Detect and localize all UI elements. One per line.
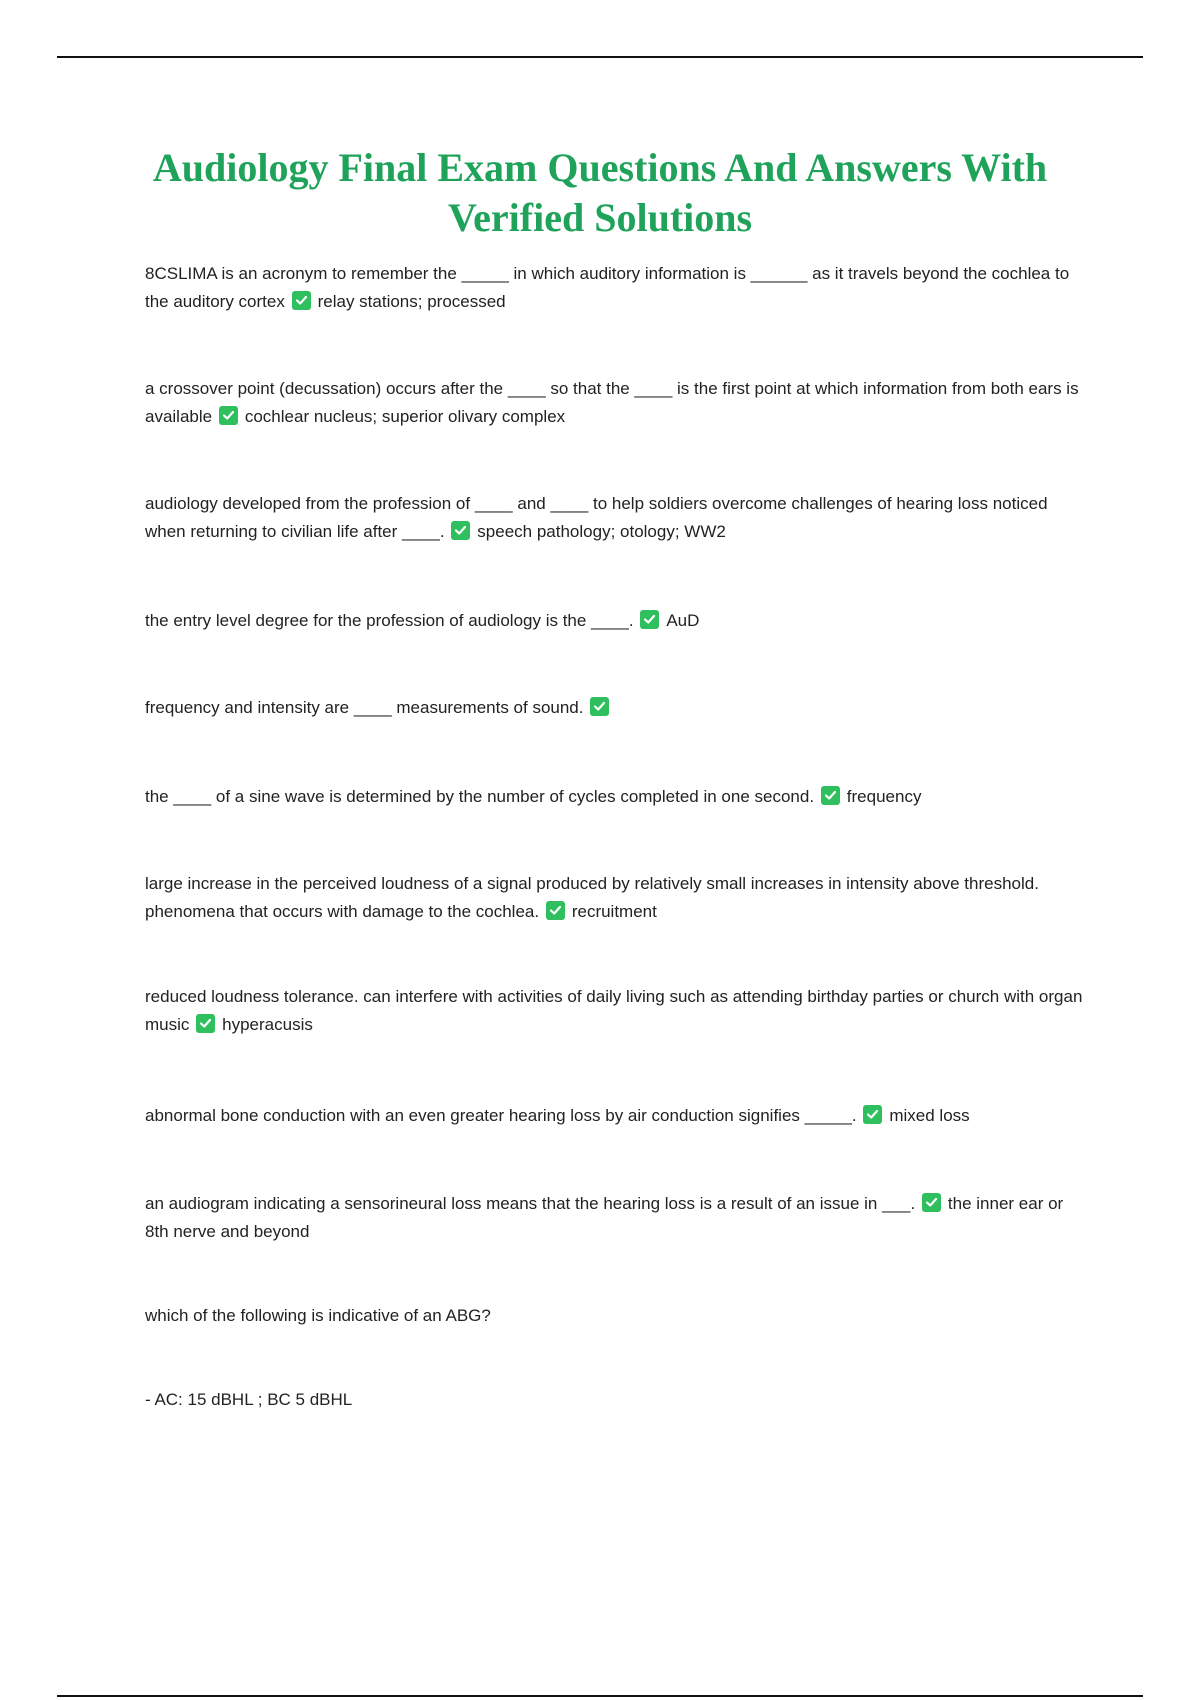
top-rule (57, 56, 1143, 58)
answer-text: AuD (666, 611, 700, 630)
qa-item-3 (145, 490, 1090, 546)
answer-text: hyperacusis (222, 1015, 313, 1034)
check-box-icon (546, 901, 565, 920)
question-text: an audiogram indicating a sensorineural loss means that the hearing loss is a result of an issue in ___. (145, 1194, 916, 1213)
question-text: audiology developed from the profession of ____ and ____ to help soldiers overcome challenges of hearing loss noticed when returning to civilian life after ____. (145, 494, 1048, 541)
check-box-icon (863, 1105, 882, 1124)
answer-text: speech pathology; otology; WW2 (477, 522, 726, 541)
qa-item-2 (145, 375, 1090, 431)
check-box-icon (590, 697, 609, 716)
check-box-icon (451, 521, 470, 540)
answer-text: frequency (846, 787, 922, 806)
qa-item-10 (145, 1190, 1090, 1246)
trailing-option-1: - AC: 15 dBHL ; BC 5 dBHL (145, 1390, 353, 1409)
qa-item-4 (145, 607, 1090, 635)
qa-item-6 (145, 783, 1090, 811)
check-box-icon (219, 406, 238, 425)
question-text: frequency and intensity are ____ measurements of sound. (145, 698, 584, 717)
question-text: 8CSLIMA is an acronym to remember the _____ in which auditory information is ______ as it travels beyond the cochlea to the auditory cortex (145, 264, 1070, 311)
question-text: the entry level degree for the profession of audiology is the ____. (145, 611, 634, 630)
qa-item-9 (145, 1102, 1090, 1130)
question-text: large increase in the perceived loudness of a signal produced by relatively small increases in intensity above threshold. phenomena that occurs with damage to the cochlea. (145, 874, 1039, 921)
answer-text: mixed loss (889, 1106, 970, 1125)
qa-item-7 (145, 870, 1090, 926)
check-box-icon (196, 1014, 215, 1033)
check-box-icon (640, 610, 659, 629)
qa-item-5 (145, 694, 1090, 722)
question-text: abnormal bone conduction with an even greater hearing loss by air conduction signifies _____. (145, 1106, 857, 1125)
check-box-icon (922, 1193, 941, 1212)
qa-item-1 (145, 260, 1090, 316)
check-box-icon (292, 291, 311, 310)
answer-text: cochlear nucleus; superior olivary complex (244, 407, 566, 426)
answer-text: the inner ear or 8th nerve and beyond (145, 1194, 1064, 1241)
bottom-rule (57, 1695, 1143, 1697)
trailing-question: which of the following is indicative of an ABG? (145, 1306, 491, 1325)
answer-text: relay stations; processed (317, 292, 506, 311)
check-box-icon (821, 786, 840, 805)
question-text: the ____ of a sine wave is determined by the number of cycles completed in one second. (145, 787, 815, 806)
qa-item-8 (145, 983, 1090, 1039)
document-title: Audiology Final Exam Questions And Answers With Verified Solutions (152, 145, 1048, 240)
question-text: a crossover point (decussation) occurs after the ____ so that the ____ is the first point at which information from both ears is available (145, 379, 1079, 426)
answer-text: recruitment (571, 902, 657, 921)
question-text: reduced loudness tolerance. can interfere with activities of daily living such as attending birthday parties or church with organ music (145, 987, 1083, 1034)
